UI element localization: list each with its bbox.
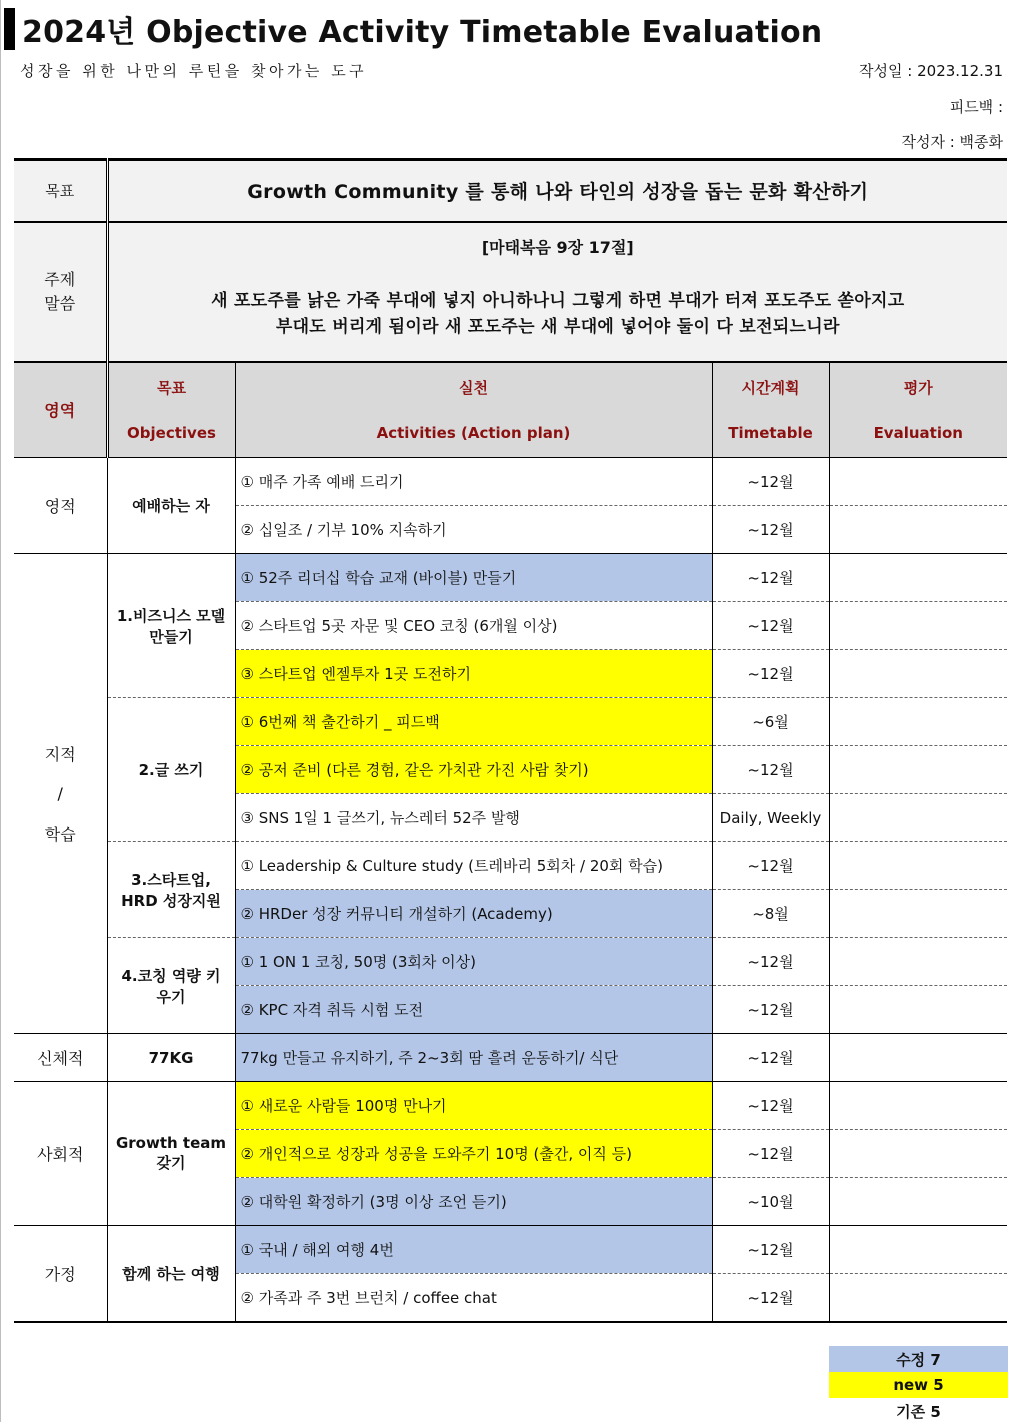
activity-cell: ① 52주 리더십 학습 교재 (바이블) 만들기 <box>235 554 712 602</box>
area-social: 사회적 <box>14 1082 107 1226</box>
timetable-cell: ~12월 <box>712 938 829 986</box>
activity-cell: ② 십일조 / 기부 10% 지속하기 <box>235 506 712 554</box>
activity-cell: ② KPC 자격 취득 시험 도전 <box>235 986 712 1034</box>
activity-cell: 77kg 만들고 유지하기, 주 2~3회 땀 흘려 운동하기/ 식단 <box>235 1034 712 1082</box>
evaluation-cell[interactable] <box>829 458 1007 506</box>
timetable-cell: ~12월 <box>712 746 829 794</box>
table-row <box>14 698 1007 746</box>
activity-cell: ① 새로운 사람들 100명 만나기 <box>235 1082 712 1130</box>
timetable-cell: ~12월 <box>712 842 829 890</box>
verse-line-2: 부대도 버리게 됨이라 새 포도주는 새 부대에 넣어야 둘이 다 보전되느니라 <box>275 316 840 337</box>
evaluation-cell[interactable] <box>829 1226 1007 1274</box>
evaluation-cell[interactable] <box>829 842 1007 890</box>
evaluation-cell[interactable] <box>829 890 1007 938</box>
legend-new: new 5 <box>829 1372 1008 1398</box>
timetable-cell: ~10월 <box>712 1178 829 1226</box>
goal-label: 목표 <box>14 160 107 222</box>
verse-content <box>107 222 1007 362</box>
evaluation-cell[interactable] <box>829 1130 1007 1178</box>
activity-cell: ① 6번째 책 출간하기 _ 피드백 <box>235 698 712 746</box>
column-header-row <box>14 362 1007 458</box>
col-area: 영역 <box>14 362 107 458</box>
evaluation-cell[interactable] <box>829 602 1007 650</box>
verse-row <box>14 222 1007 362</box>
date-line: 작성일 : 2023.12.31 <box>859 62 1003 80</box>
objective-startup-hrd: 3.스타트업, HRD 성장지원 <box>107 842 235 938</box>
activity-cell: ① 1 ON 1 코칭, 50명 (3회차 이상) <box>235 938 712 986</box>
activity-cell: ② 개인적으로 성장과 성공을 도와주기 10명 (출간, 이직 등) <box>235 1130 712 1178</box>
evaluation-cell[interactable] <box>829 986 1007 1034</box>
col-objectives: 목표 Objectives <box>107 362 235 458</box>
objective-coaching: 4.코칭 역량 키 우기 <box>107 938 235 1034</box>
table-row <box>14 1034 1007 1082</box>
page-left-border <box>0 0 1 1422</box>
activity-cell: ① 매주 가족 예배 드리기 <box>235 458 712 506</box>
objective-weight: 77KG <box>107 1034 235 1082</box>
table-row <box>14 554 1007 602</box>
activity-cell: ③ SNS 1일 1 글쓰기, 뉴스레터 52주 발행 <box>235 794 712 842</box>
evaluation-cell[interactable] <box>829 794 1007 842</box>
legend-existing: 기존 5 <box>829 1398 1008 1424</box>
title-accent-bar <box>4 8 15 50</box>
timetable-cell: ~12월 <box>712 554 829 602</box>
table-row <box>14 842 1007 890</box>
area-spiritual: 영적 <box>14 458 107 554</box>
activity-cell: ③ 스타트업 엔젤투자 1곳 도전하기 <box>235 650 712 698</box>
timetable-cell: ~8월 <box>712 890 829 938</box>
table-row <box>14 938 1007 986</box>
feedback-line: 피드백 : <box>949 98 1003 116</box>
evaluation-cell[interactable] <box>829 1034 1007 1082</box>
timetable-cell: ~12월 <box>712 1226 829 1274</box>
timetable-cell: ~12월 <box>712 1274 829 1322</box>
author-line: 작성자 : 백종화 <box>901 133 1003 151</box>
table-row <box>14 1082 1007 1130</box>
timetable-cell: ~12월 <box>712 458 829 506</box>
evaluation-cell[interactable] <box>829 938 1007 986</box>
verse-label: 주제 말씀 <box>14 222 107 362</box>
verse-line-1: 새 포도주를 낡은 가죽 부대에 넣지 아니하나니 그렇게 하면 부대가 터져 포도주도 쏟아지고 <box>211 290 905 311</box>
verse-reference: [마태복음 9장 17절] <box>481 237 634 257</box>
evaluation-cell[interactable] <box>829 554 1007 602</box>
area-family: 가정 <box>14 1226 107 1322</box>
area-physical: 신체적 <box>14 1034 107 1082</box>
objective-growth-team: Growth team 갖기 <box>107 1082 235 1226</box>
timetable-cell: ~12월 <box>712 1034 829 1082</box>
evaluation-cell[interactable] <box>829 650 1007 698</box>
col-timetable: 시간계획 Timetable <box>712 362 829 458</box>
timetable-table <box>14 158 1007 1323</box>
activity-cell: ① 국내 / 해외 여행 4번 <box>235 1226 712 1274</box>
page-subtitle: 성장을 위한 나만의 루틴을 찾아가는 도구 <box>20 62 368 80</box>
objective-business-model: 1.비즈니스 모델 만들기 <box>107 554 235 698</box>
activity-cell: ② 스타트업 5곳 자문 및 CEO 코칭 (6개월 이상) <box>235 602 712 650</box>
page-title: 2024년 Objective Activity Timetable Evaluation <box>22 15 823 50</box>
timetable-cell: Daily, Weekly <box>712 794 829 842</box>
activity-cell: ① Leadership & Culture study (트레바리 5회차 / 20회 학습) <box>235 842 712 890</box>
col-evaluation: 평가 Evaluation <box>829 362 1007 458</box>
timetable-cell: ~6월 <box>712 698 829 746</box>
timetable-cell: ~12월 <box>712 986 829 1034</box>
goal-row <box>14 160 1007 222</box>
activity-cell: ② 공저 준비 (다른 경험, 같은 가치관 가진 사람 찾기) <box>235 746 712 794</box>
objective-travel: 함께 하는 여행 <box>107 1226 235 1322</box>
evaluation-cell[interactable] <box>829 746 1007 794</box>
timetable-cell: ~12월 <box>712 1082 829 1130</box>
evaluation-cell[interactable] <box>829 1178 1007 1226</box>
activity-cell: ② HRDer 성장 커뮤니티 개설하기 (Academy) <box>235 890 712 938</box>
objective-worship: 예배하는 자 <box>107 458 235 554</box>
goal-text: Growth Community 를 통해 나와 타인의 성장을 돕는 문화 확산하기 <box>107 160 1007 222</box>
timetable-cell: ~12월 <box>712 650 829 698</box>
timetable-cell: ~12월 <box>712 1130 829 1178</box>
evaluation-cell[interactable] <box>829 506 1007 554</box>
objective-writing: 2.글 쓰기 <box>107 698 235 842</box>
activity-cell: ② 대학원 확정하기 (3명 이상 조언 듣기) <box>235 1178 712 1226</box>
evaluation-cell[interactable] <box>829 698 1007 746</box>
timetable-cell: ~12월 <box>712 602 829 650</box>
col-activities: 실천 Activities (Action plan) <box>235 362 712 458</box>
color-legend <box>829 1346 1008 1424</box>
table-row <box>14 458 1007 506</box>
evaluation-cell[interactable] <box>829 1082 1007 1130</box>
evaluation-cell[interactable] <box>829 1274 1007 1322</box>
table-row <box>14 1226 1007 1274</box>
timetable-cell: ~12월 <box>712 506 829 554</box>
legend-modified: 수정 7 <box>829 1346 1008 1372</box>
area-intellectual: 지적 / 학습 <box>14 554 107 1034</box>
activity-cell: ② 가족과 주 3번 브런치 / coffee chat <box>235 1274 712 1322</box>
